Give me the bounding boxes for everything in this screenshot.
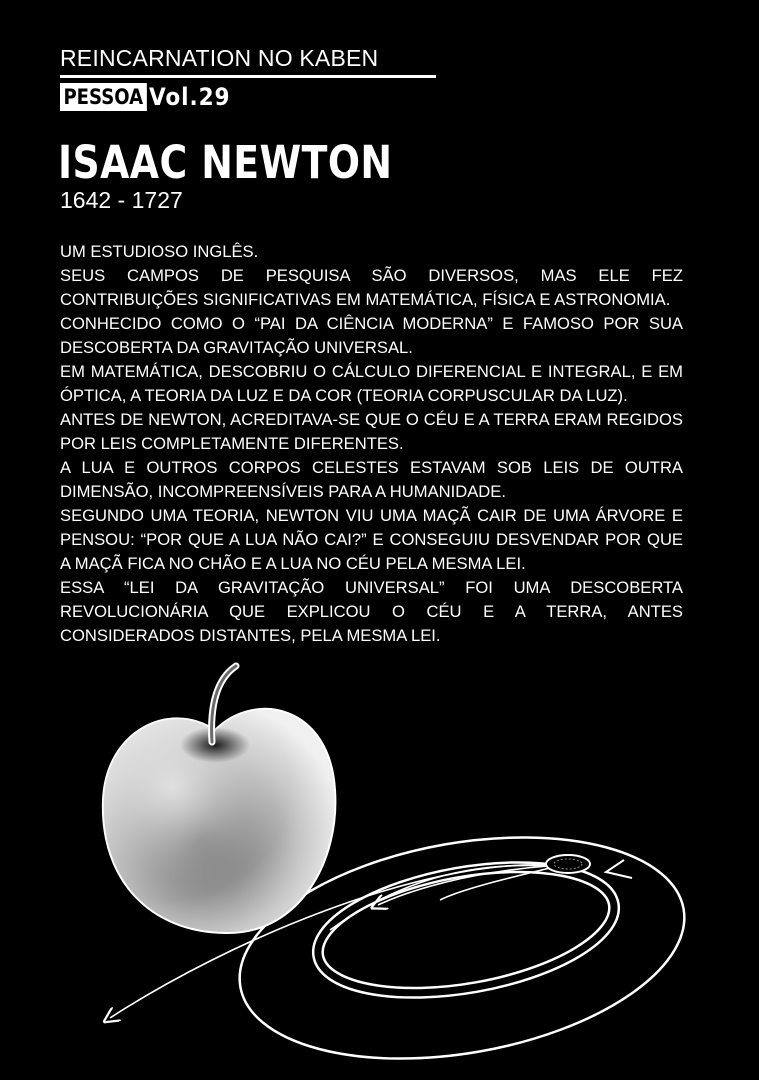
bio-paragraph: ANTES DE NEWTON, ACREDITAVA-SE QUE O CÉU E A TERRA ERAM REGIDOS POR LEIS COMPLETAMENTE DIFERENTES. (60, 410, 683, 453)
moon-icon (546, 855, 590, 873)
bio-paragraph: SEGUNDO UMA TEORIA, NEWTON VIU UMA MAÇÃ CAIR DE UMA ÁRVORE E PENSOU: “POR QUE A LUA NÃO CAI?” E CONSEGUIU DESVENDAR POR QUE A MAÇÃ FICA NO CHÃO E A LUA NO CÉU PELA MESMA LEI. (60, 506, 683, 573)
person-name: ISAAC NEWTON (58, 136, 393, 189)
volume-label: Vol.29 (148, 83, 231, 111)
bio-paragraph: EM MATEMÁTICA, DESCOBRIU O CÁLCULO DIFERENCIAL E INTEGRAL, E EM ÓPTICA, A TEORIA DA LUZ E DA COR (TEORIA CORPUSCULAR DA LUZ). (60, 362, 683, 405)
bio-paragraph: SEUS CAMPOS DE PESQUISA SÃO DIVERSOS, MAS ELE FEZ CONTRIBUIÇÕES SIGNIFICATIVAS EM MATEMÁTICA, FÍSICA E ASTRONOMIA. (60, 266, 683, 309)
bio-paragraph: A LUA E OUTROS CORPOS CELESTES ESTAVAM SOB LEIS DE OUTRA DIMENSÃO, INCOMPREENSÍVEIS PARA A HUMANIDADE. (60, 458, 683, 501)
bio-paragraph: ESSA “LEI DA GRAVITAÇÃO UNIVERSAL” FOI UMA DESCOBERTA REVOLUCIONÁRIA QUE EXPLICOU O CÉU E A TERRA, ANTES CONSIDERADOS DISTANTES, PELA MESMA LEI. (60, 578, 683, 645)
bio-paragraph: UM ESTUDIOSO INGLÊS. (60, 242, 259, 261)
bio-paragraph: CONHECIDO COMO O “PAI DA CIÊNCIA MODERNA” E FAMOSO POR SUA DESCOBERTA DA GRAVITAÇÃO UNIVERSAL. (60, 314, 683, 357)
series-title: REINCARNATION NO KABEN (60, 44, 436, 78)
pessoa-tag: PESSOA (60, 83, 147, 111)
person-years: 1642 - 1727 (60, 187, 183, 213)
apple-orbit-illustration (0, 640, 759, 1080)
volume-row (60, 82, 239, 112)
biography (60, 240, 683, 648)
apple-icon (103, 666, 336, 933)
